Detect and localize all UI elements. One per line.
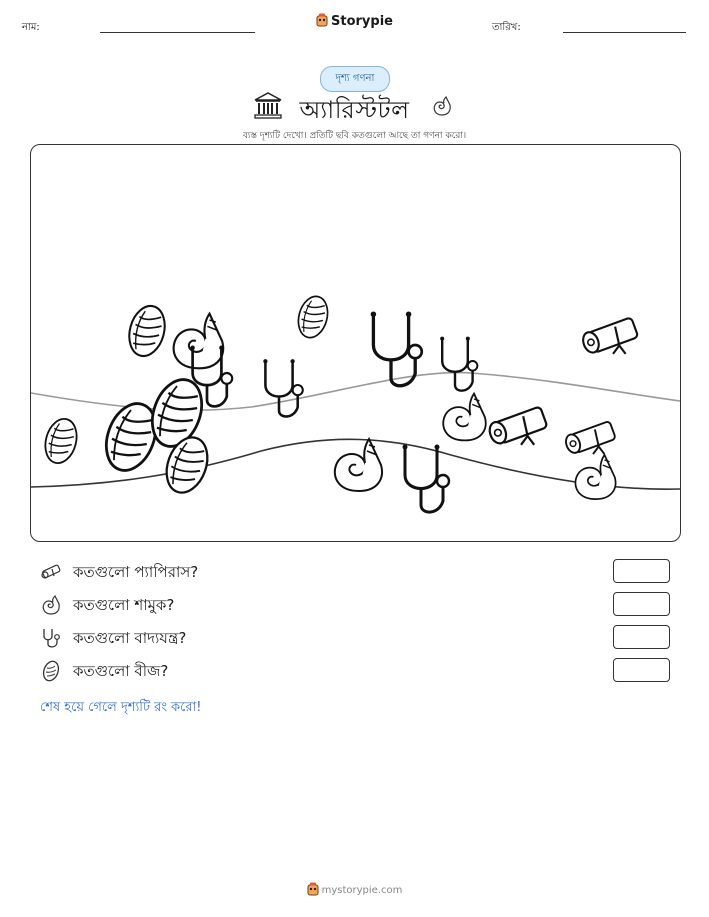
category-badge: দৃশ্য গণনা xyxy=(320,66,390,92)
coloring-instruction: শেষ হয়ে গেলে দৃশ্যটি রং করো! xyxy=(40,700,202,715)
stethoscope-icon xyxy=(40,627,62,649)
stethoscope-5 xyxy=(403,445,450,513)
scroll-2 xyxy=(487,406,548,445)
site-url[interactable]: mystorypie.com xyxy=(321,885,403,896)
seed-1 xyxy=(124,302,170,360)
seed-2 xyxy=(294,293,332,341)
snail-shell-icon xyxy=(430,94,454,118)
question-text: কতগুলো বাদ্যযন্ত্র? xyxy=(73,629,187,647)
counting-scene xyxy=(30,144,681,542)
shell-2 xyxy=(443,394,485,441)
scroll-3 xyxy=(564,421,616,455)
scroll-icon xyxy=(40,561,62,583)
instruction-text: ব্যস্ত দৃশ্যটি দেখো। প্রতিটি ছবি কতগুলো আছে তা গণনা করো। xyxy=(242,131,467,141)
answer-box-shells[interactable] xyxy=(613,592,670,616)
scene-illustration xyxy=(31,145,680,541)
shell-3 xyxy=(335,439,382,491)
brand-name: Storypie xyxy=(331,14,393,29)
answer-box-scrolls[interactable] xyxy=(613,559,670,583)
stethoscope-3 xyxy=(371,311,422,385)
snail-shell-icon xyxy=(40,594,62,616)
shell-1 xyxy=(174,314,224,369)
date-line[interactable] xyxy=(563,32,686,33)
scroll-1 xyxy=(580,317,638,354)
site-footer xyxy=(0,882,709,896)
question-text: কতগুলো বীজ? xyxy=(73,662,169,680)
stethoscope-2 xyxy=(263,359,303,416)
name-label: নাম: xyxy=(22,22,40,33)
seed-icon xyxy=(40,660,62,682)
seed-3 xyxy=(41,415,82,466)
shell-4 xyxy=(575,455,615,499)
storypie-logo-icon xyxy=(307,882,319,896)
date-label: তারিখ: xyxy=(492,22,521,33)
page-title: অ্যারিস্টটল xyxy=(299,96,410,124)
answer-box-seeds[interactable] xyxy=(613,658,670,682)
stethoscope-4 xyxy=(440,337,477,391)
question-text: কতগুলো শামুক? xyxy=(73,596,175,614)
name-line[interactable] xyxy=(100,32,255,33)
answer-box-stethoscopes[interactable] xyxy=(613,625,670,649)
question-text: কতগুলো প্যাপিরাস? xyxy=(73,563,199,581)
storypie-logo-icon xyxy=(316,13,328,27)
brand xyxy=(0,13,709,29)
